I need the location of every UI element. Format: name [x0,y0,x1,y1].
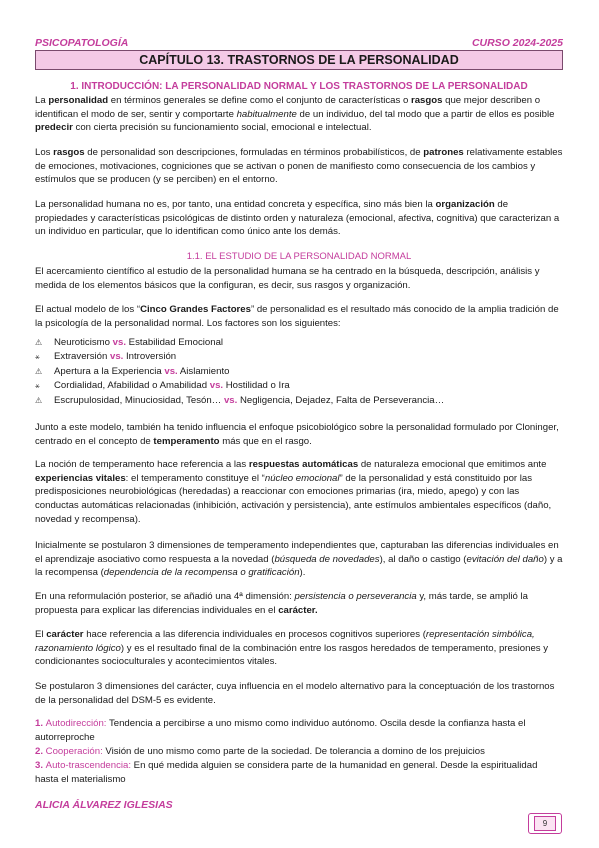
text-run: : el temperamento constituye el “ [125,472,265,484]
text-run: rasgos [410,95,443,106]
factor-pole-a: Escrupulosidad, Minuciosidad, Tesón… [54,394,224,406]
text-run: predecir [35,122,73,134]
page-number-badge [528,813,562,833]
text-run: respuestas automáticas [248,459,359,470]
factor-pole-a: Extraversión [54,351,110,363]
paragraph [35,539,563,580]
text-run: ), al daño o castigo ( [379,553,467,565]
chapter-title: CAPÍTULO 13. TRASTORNOS DE LA PERSONALIDAD [35,50,563,70]
paragraph [35,94,563,135]
factor-pole-b: Introversión [123,351,177,363]
text-run: En qué medida alguien se considera parte de la humanidad en general. Desde la espiritualidad hasta el materialismo [35,760,538,785]
text-run: habitualmente [236,108,297,120]
text-run: ) y es el resultado final de la combinación entre los rasgos heredados de temperamento, presiones y condicionantes socioculturales y acontecimientos vitales. [35,642,549,668]
text-run: personalidad [48,95,109,106]
versus-label: vs. [164,365,178,377]
text-run: organización [435,199,495,210]
paragraph [35,146,563,187]
text-run: patrones [423,147,464,158]
text-run: de personalidad son descripciones, formuladas en términos probabilísticos, de [84,147,424,158]
factor-pole-a: Cordialidad, Afabilidad o Amabilidad [54,380,210,392]
section-heading: 1. INTRODUCCIÓN: LA PERSONALIDAD NORMAL Y LOS TRASTORNOS DE LA PERSONALIDAD [70,81,528,92]
paragraph [35,590,563,617]
factor-pole-a: Neuroticismo [54,337,113,348]
text-run: ). [299,567,306,579]
text-run: Auto-trascendencia: [45,760,131,771]
text-run: relativamente estables de emociones, motivaciones, cogniciones que se activan o ponen de manifiesto como consecuencia de los cambios y estímulos que se producen (y se perciben) en el entorno. [35,147,563,186]
text-run: ” de personalidad es el resultado más conocido de la amplia tradición de la psicología de la personalidad normal. Los factores son los siguientes: [35,304,559,329]
text-run: que mejor describen o identifican el modo de ser, sentir y comportarte [35,95,541,120]
paragraph [35,198,563,239]
versus-label: vs. [209,380,224,392]
bullet-icon: ⚹ [35,352,40,362]
versus-label: vs. [223,394,238,406]
factor-pole-a: Apertura a la Experiencia [54,365,165,377]
text-run: Inicialmente se postularon 3 dimensiones de temperamento independientes que, capturaban las diferencias individuales en el aprendizaje asociativo como respuesta a la novedad ( [35,540,559,565]
character-dimension-item [35,745,563,759]
text-run: Cinco Grandes Factores [140,304,251,315]
bullet-icon: ⚠ [35,338,43,347]
factor-item [35,365,563,379]
subsection-heading: 1.1. EL ESTUDIO DE LA PERSONALIDAD NORMAL [186,251,412,262]
text-run: representación simbólica, razonamiento lógico [35,629,535,654]
course-year: CURSO 2024-2025 [471,37,563,49]
text-run: con cierta precisión su funcionamiento social, emocional e intelectual. [72,122,372,134]
text-run: La noción de temperamento hace referencia a las [35,459,249,470]
text-run: 2. [35,746,46,757]
page-number: 9 [534,816,556,831]
text-run: persistencia o perseverancia [294,591,417,602]
text-run: El acercamiento científico al estudio de la personalidad humana se ha centrado en la búsqueda, descripción, análisis y medida de los elementos básicos que la configuran, es decir, sus rasgos y organización. [35,266,540,291]
text-run: ) y a la recompensa ( [35,553,563,579]
text-run: Visión de uno mismo como parte de la sociedad. De tolerancia a domino de los prejuicios [102,746,485,757]
text-run: Cooperación: [45,746,103,757]
factor-item [35,379,563,393]
text-run: La [35,95,49,106]
factor-item [35,350,563,364]
text-run: 1. [35,718,46,729]
factor-item [35,336,563,350]
paragraph [35,680,563,707]
text-run: El [35,629,47,640]
text-run: y, más tarde, se amplió la propuesta para explicar las diferencias individuales en el [35,591,528,616]
text-run: más que en el rasgo. [219,435,312,447]
text-run: carácter [46,629,84,640]
author-name: ALICIA ÁLVAREZ IGLESIAS [35,799,173,811]
paragraph [35,628,563,669]
text-run: de naturaleza emocional que emitimos ante [358,459,547,470]
factor-pole-b: Negligencia, Dejadez, Falta de Perseverancia… [237,394,445,406]
paragraph [35,421,563,448]
text-run: ” de la personalidad y está constituido por las predisposiciones neurobiológicas (heredadas) a reaccionar con emociones primarias (ira, miedo, apego) y con las conductas automáticas relacionadas (inhibición, activación y persistencia), ante estímulos ambientales específicos (daño, novedad y recompensa). [35,472,552,525]
text-run: rasgos [53,147,85,158]
bullet-icon: ⚠ [35,366,43,376]
text-run: El actual modelo de los “ [35,304,141,315]
character-dimension-item [35,759,563,786]
text-run: Se postularon 3 dimensiones del carácter, cuya influencia en el modelo alternativo para la conceptuación de los trastornos de la personalidad del DSM-5 es evidente. [35,681,555,706]
text-run: 3. [35,760,46,771]
versus-label: vs. [109,351,124,363]
text-run: dependencia de la recompensa o gratificación [103,567,300,579]
text-run: La personalidad humana no es, por tanto, una entidad concreta y específica, sino más bien la [35,199,436,210]
factor-pole-b: Estabilidad Emocional [126,337,224,348]
bullet-icon: ⚠ [35,395,43,405]
character-dimension-item [35,717,563,744]
paragraph [35,265,563,292]
text-run: temperamento [153,435,220,447]
factor-pole-b: Hostilidad o Ira [223,380,290,392]
text-run: núcleo emocional [264,472,340,484]
text-run: Junto a este modelo, también ha tenido influencia el enfoque psicobiológico sobre la personalidad formulado por Cloninger, centrado en el concepto de [35,422,559,447]
text-run: Tendencia a percibirse a uno mismo como individuo autónomo. Oscila desde la confianza hasta el autorreproche [35,718,526,743]
text-run: evitación del daño [466,553,544,565]
versus-label: vs. [112,337,126,348]
text-run: En una reformulación posterior, se añadió una 4ª dimensión: [35,591,295,602]
text-run: Autodirección: [45,718,107,729]
text-run: hace referencia a las diferencia individuales en procesos cognitivos superiores ( [83,629,426,640]
paragraph [35,303,563,330]
text-run: experiencias vitales [35,472,126,484]
bullet-icon: ⚹ [35,381,40,391]
course-subject: PSICOPATOLOGÍA [35,37,129,49]
text-run: de propiedades y características psicológicas de distinto orden y naturaleza (emocional, afectiva, cognitiva) que caracterizan a un individuo en particular, que lo identifican como único ante los demás. [35,199,560,238]
text-run: búsqueda de novedades [274,553,380,565]
factor-pole-b: Aislamiento [177,365,230,377]
factor-item [35,394,563,408]
text-run: en términos generales se define como el conjunto de características o [108,95,411,106]
paragraph [35,458,563,527]
big-five-list [35,336,563,408]
text-run: de un individuo, del tal modo que a partir de ellos es posible [296,108,555,120]
text-run: Los [35,147,54,158]
text-run: carácter. [278,604,318,616]
